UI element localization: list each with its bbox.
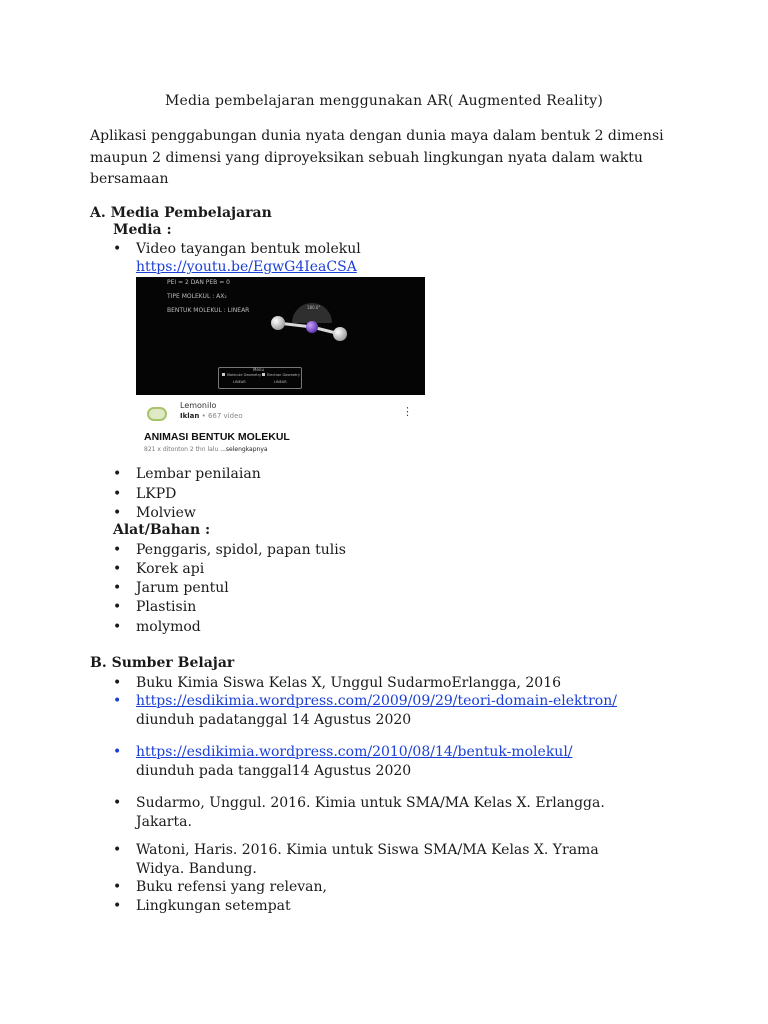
show-more-link[interactable]: ...selengkapnya <box>220 446 268 453</box>
video-frame[interactable] <box>136 277 425 395</box>
list-item: • Plastisin <box>136 598 196 617</box>
list-item: • LKPD <box>136 485 176 504</box>
section-b-heading: B. Sumber Belajar <box>90 655 235 671</box>
source-link[interactable]: • https://esdikimia.wordpress.com/2010/08/14/bentuk-molekul/ <box>136 743 573 762</box>
checkbox-icon <box>262 373 265 376</box>
intro-paragraph: Aplikasi penggabungan dunia nyata dengan dunia maya dalam bentuk 2 dimensi maupun 2 dimensi yang diproyeksikan sebuah lingkungan nyata dalam waktu bersamaan <box>90 128 664 187</box>
channel-sub <box>180 412 243 420</box>
video-title[interactable]: ANIMASI BENTUK MOLEKUL <box>144 431 290 443</box>
thumb-menu-btn: Molecule Geometry <box>227 373 262 377</box>
ad-label: Iklan <box>180 412 200 420</box>
more-options-icon[interactable]: ⋮ <box>402 405 413 418</box>
list-item: • molymod <box>136 618 201 637</box>
video-thumbnail[interactable] <box>136 277 425 463</box>
list-item: • Korek api <box>136 560 204 579</box>
thumb-menu-sub: LINEAR <box>274 380 287 384</box>
thumb-text: TIPE MOLEKUL : AX₂ <box>167 293 227 300</box>
list-item-continuation: Jakarta. <box>136 814 192 830</box>
list-item-continuation: Widya. Bandung. <box>136 861 257 877</box>
list-item: • Sudarmo, Unggul. 2016. Kimia untuk SMA/MA Kelas X. Erlangga. <box>136 794 605 813</box>
view-count: 821 x ditonton 2 thn lalu <box>144 446 221 453</box>
list-item: • Lembar penilaian <box>136 465 261 484</box>
thumb-menu-btn: Electron Geometry <box>267 373 300 377</box>
media-label: Media : <box>113 222 172 238</box>
section-a-heading: A. Media Pembelajaran <box>90 205 272 221</box>
channel-logo-icon <box>147 407 167 421</box>
source-note: diunduh padatanggal 14 Agustus 2020 <box>136 712 412 728</box>
thumb-menu-title: Menu <box>253 367 264 372</box>
list-item: • Molview <box>136 504 196 523</box>
thumb-text: BENTUK MOLEKUL : LINEAR <box>167 307 250 314</box>
thumb-menu <box>218 367 302 389</box>
video-link[interactable]: https://youtu.be/EgwG4IeaCSA <box>136 259 357 275</box>
thumb-text: PEI = 2 DAN PEB = 0 <box>167 279 230 286</box>
list-item: • Video tayangan bentuk molekul <box>136 240 361 259</box>
tools-label: Alat/Bahan : <box>113 522 211 538</box>
list-item: • Lingkungan setempat <box>136 897 291 916</box>
angle-label: 180.0° <box>307 305 321 310</box>
thumb-menu-sub: LINEAR <box>233 380 246 384</box>
page-title: Media pembelajaran menggunakan AR( Augmented Reality) <box>164 93 604 109</box>
channel-name[interactable]: Lemonilo <box>180 401 217 410</box>
list-item: • Jarum pentul <box>136 579 229 598</box>
video-count: • 667 video <box>199 412 243 420</box>
source-link[interactable]: • https://esdikimia.wordpress.com/2009/09/29/teori-domain-elektron/ <box>136 692 617 711</box>
video-meta <box>144 446 268 453</box>
list-item: • Penggaris, spidol, papan tulis <box>136 541 346 560</box>
list-item: • Buku Kimia Siswa Kelas X, Unggul SudarmoErlangga, 2016 <box>136 674 561 693</box>
source-note: diunduh pada tanggal14 Agustus 2020 <box>136 763 412 779</box>
list-item: • Buku refensi yang relevan, <box>136 878 327 897</box>
video-info-panel <box>136 395 425 463</box>
checkbox-icon <box>222 373 225 376</box>
list-item: • Watoni, Haris. 2016. Kimia untuk Siswa SMA/MA Kelas X. Yrama <box>136 841 599 860</box>
